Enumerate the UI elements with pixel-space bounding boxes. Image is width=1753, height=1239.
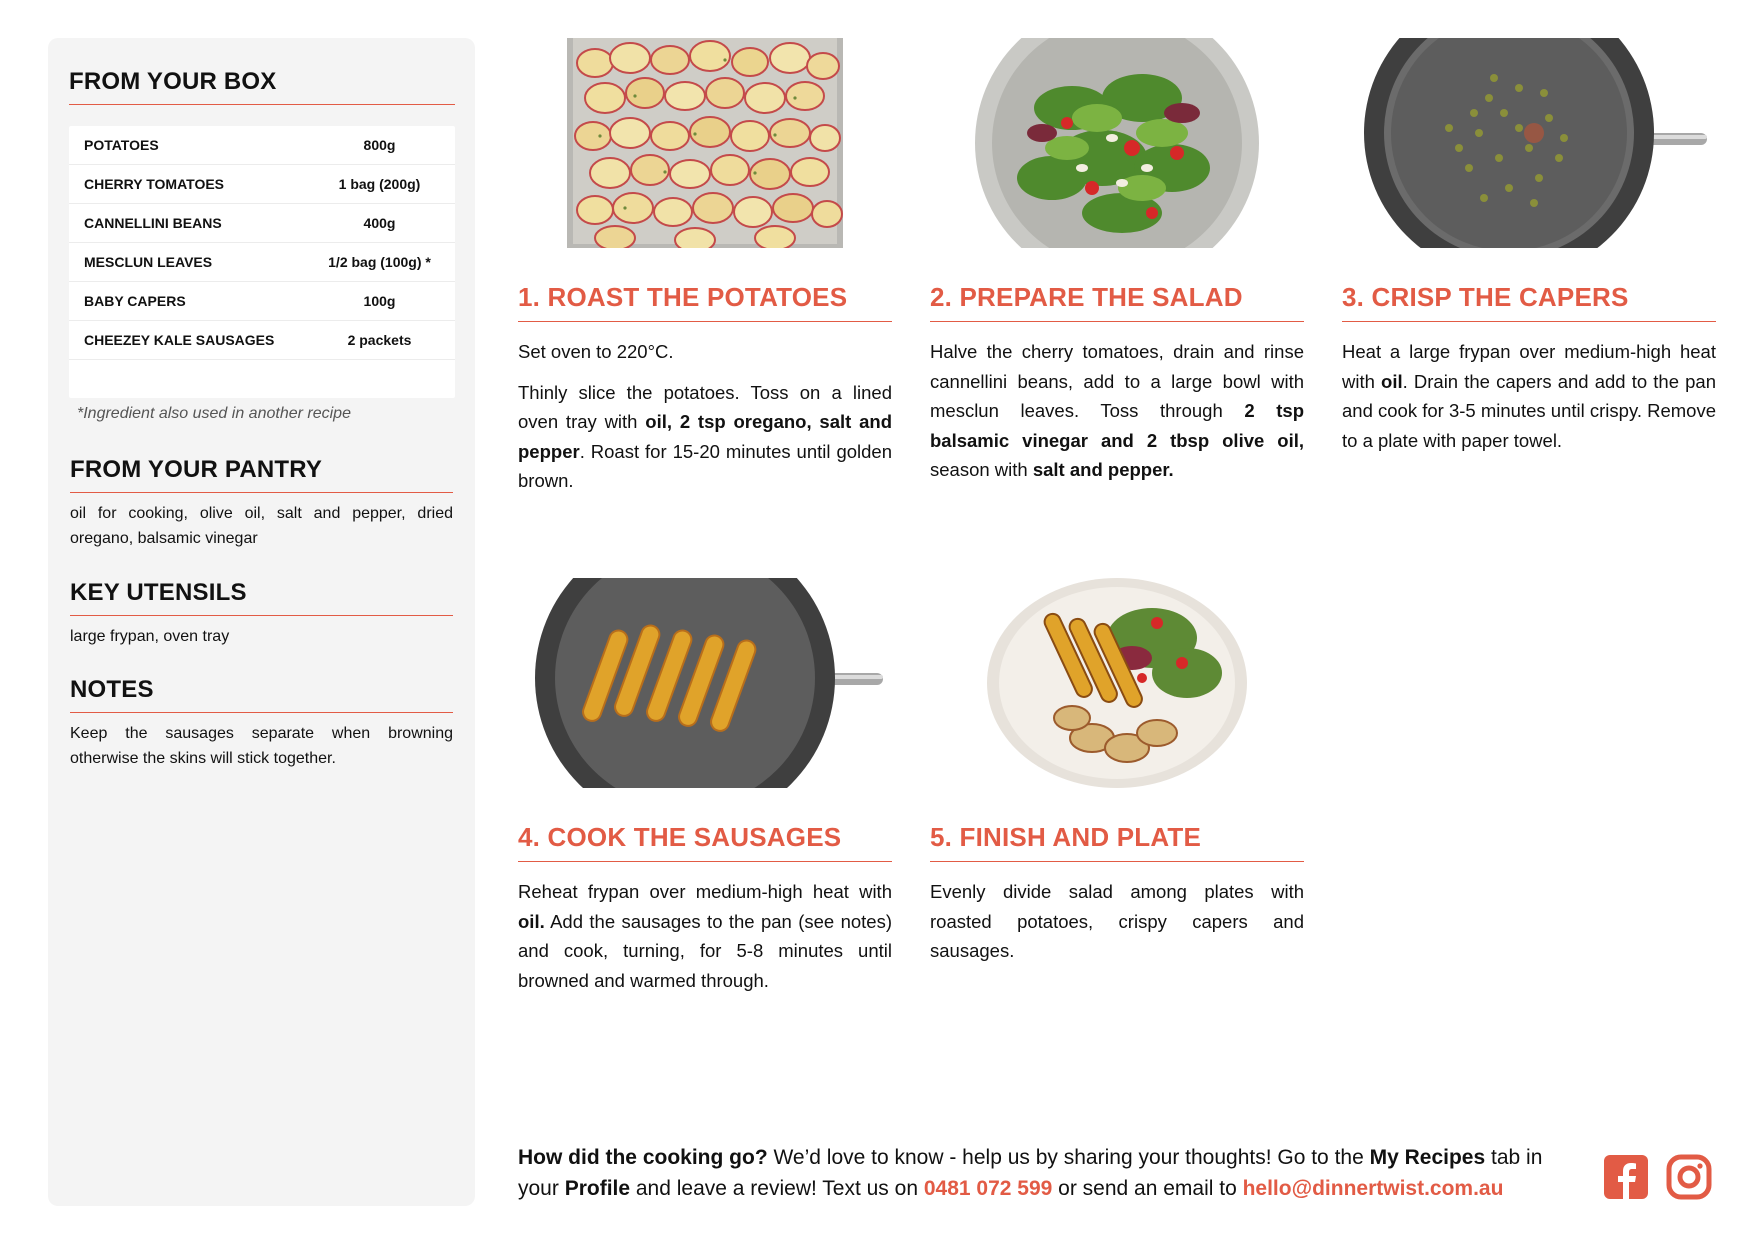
ingredient-row	[69, 204, 455, 243]
step-2-p1	[930, 337, 1304, 485]
facebook-icon[interactable]	[1603, 1154, 1649, 1200]
ingredient-qty: 1 bag (200g)	[338, 176, 421, 192]
ingredient-row	[69, 243, 455, 282]
step-3-text-b: . Drain the capers and add to the pan and cook for 3-5 minutes until crispy. Remove to a plate with paper towel.	[1342, 370, 1716, 451]
step-5-p1: Evenly divide salad among plates with roasted potatoes, crispy capers and sausages.	[930, 881, 1304, 961]
capers-frypan-image	[1342, 38, 1716, 248]
ingredient-qty: 2 packets	[347, 332, 412, 348]
salad-bowl-image	[930, 38, 1304, 248]
footer-text-4: or send an email to	[1052, 1177, 1243, 1200]
step-4-text	[518, 877, 892, 1006]
ingredient-name: MESCLUN LEAVES	[84, 254, 213, 270]
step-4-p1	[518, 877, 892, 995]
footer-text-1: We’d love to know - help us by sharing your thoughts! Go to the	[767, 1146, 1370, 1169]
step-5-text	[930, 877, 1304, 977]
sausages-frypan-image	[518, 578, 892, 788]
step-1-p1: Set oven to 220°C.	[518, 341, 674, 362]
ingredient-qty: 400g	[363, 215, 396, 231]
pantry-heading: FROM YOUR PANTRY	[70, 456, 453, 493]
step-5-title: 5. FINISH AND PLATE	[930, 822, 1304, 862]
ingredient-name: POTATOES	[84, 137, 159, 153]
step-3-bold: oil	[1381, 370, 1403, 392]
step-4-text-b: Add the sausages to the pan (see notes) and cook, turning, for 5-8 minutes until browned and warmed through.	[518, 910, 892, 991]
step-1-title: 1. ROAST THE POTATOES	[518, 282, 892, 322]
step-2-bold-a: 2 tsp balsamic vinegar and 2 tbsp olive oil,	[930, 400, 1304, 451]
notes-heading: NOTES	[70, 676, 453, 713]
step-3-text-a: Heat a large frypan over medium-high heat with	[1342, 341, 1716, 392]
ingredient-row	[69, 321, 455, 360]
potatoes-tray-image	[518, 38, 892, 248]
footer-question: How did the cooking go?	[518, 1146, 768, 1169]
from-your-box-heading: FROM YOUR BOX	[69, 68, 455, 105]
ingredient-name: CHERRY TOMATOES	[84, 176, 225, 192]
footer-profile: Profile	[564, 1177, 631, 1200]
ingredient-empty-row	[69, 360, 455, 398]
step-1-p2-bold: oil, 2 tsp oregano, salt and pepper	[518, 411, 892, 462]
ingredient-name: BABY CAPERS	[84, 293, 186, 309]
step-3-p1	[1342, 337, 1716, 455]
ingredients-sidebar	[48, 38, 475, 1206]
step-4-title: 4. COOK THE SAUSAGES	[518, 822, 892, 862]
step-4-text-a: Reheat frypan over medium-high heat with	[518, 881, 892, 902]
step-2-text-b: season with	[930, 459, 1033, 480]
utensils-heading: KEY UTENSILS	[70, 579, 453, 616]
ingredient-name: CANNELLINI BEANS	[84, 215, 222, 231]
footer-my-recipes: My Recipes	[1369, 1146, 1486, 1169]
step-2-bold-b: salt and pepper.	[1032, 459, 1174, 480]
footer-text-3: and leave a review! Text us on	[630, 1177, 924, 1200]
instagram-icon[interactable]	[1666, 1154, 1712, 1200]
feedback-footer	[518, 1142, 1578, 1204]
notes-text: Keep the sausages separate when browning otherwise the skins will stick together.	[70, 725, 453, 767]
footer-email-link[interactable]: hello@dinnertwist.com.au	[1242, 1177, 1504, 1200]
pantry-text: oil for cooking, olive oil, salt and pepper, dried oregano, balsamic vinegar	[70, 505, 453, 547]
step-1-p2	[518, 378, 892, 496]
ingredient-row	[69, 126, 455, 165]
utensils-text: large frypan, oven tray	[70, 628, 230, 645]
ingredient-name: CHEEZEY KALE SAUSAGES	[84, 332, 275, 348]
ingredient-qty: 800g	[363, 137, 396, 153]
ingredients-table	[69, 126, 455, 398]
step-2-title: 2. PREPARE THE SALAD	[930, 282, 1304, 322]
step-3-title: 3. CRISP THE CAPERS	[1342, 282, 1716, 322]
step-3-text	[1342, 337, 1716, 466]
ingredient-row	[69, 282, 455, 321]
ingredient-qty: 1/2 bag (100g) *	[328, 254, 431, 270]
step-1-p2-text-end: . Roast for 15-20 minutes until golden brown.	[518, 440, 892, 491]
step-2-text	[930, 337, 1304, 496]
ingredient-footnote: *Ingredient also used in another recipe	[77, 405, 351, 422]
step-2-text-a: Halve the cherry tomatoes, drain and rinse cannellini beans, add to a large bowl with mesclun leaves. Toss through	[930, 341, 1304, 421]
ingredient-qty: 100g	[363, 293, 396, 309]
step-1-text	[518, 337, 892, 507]
step-1-p2-text: Thinly slice the potatoes. Toss on a lined oven tray with	[518, 381, 892, 432]
footer-phone-link[interactable]: 0481 072 599	[923, 1177, 1053, 1200]
ingredient-row	[69, 165, 455, 204]
step-4-bold: oil.	[518, 910, 545, 932]
footer-text-2: tab in your	[518, 1146, 1543, 1200]
plated-dish-image	[930, 578, 1304, 788]
